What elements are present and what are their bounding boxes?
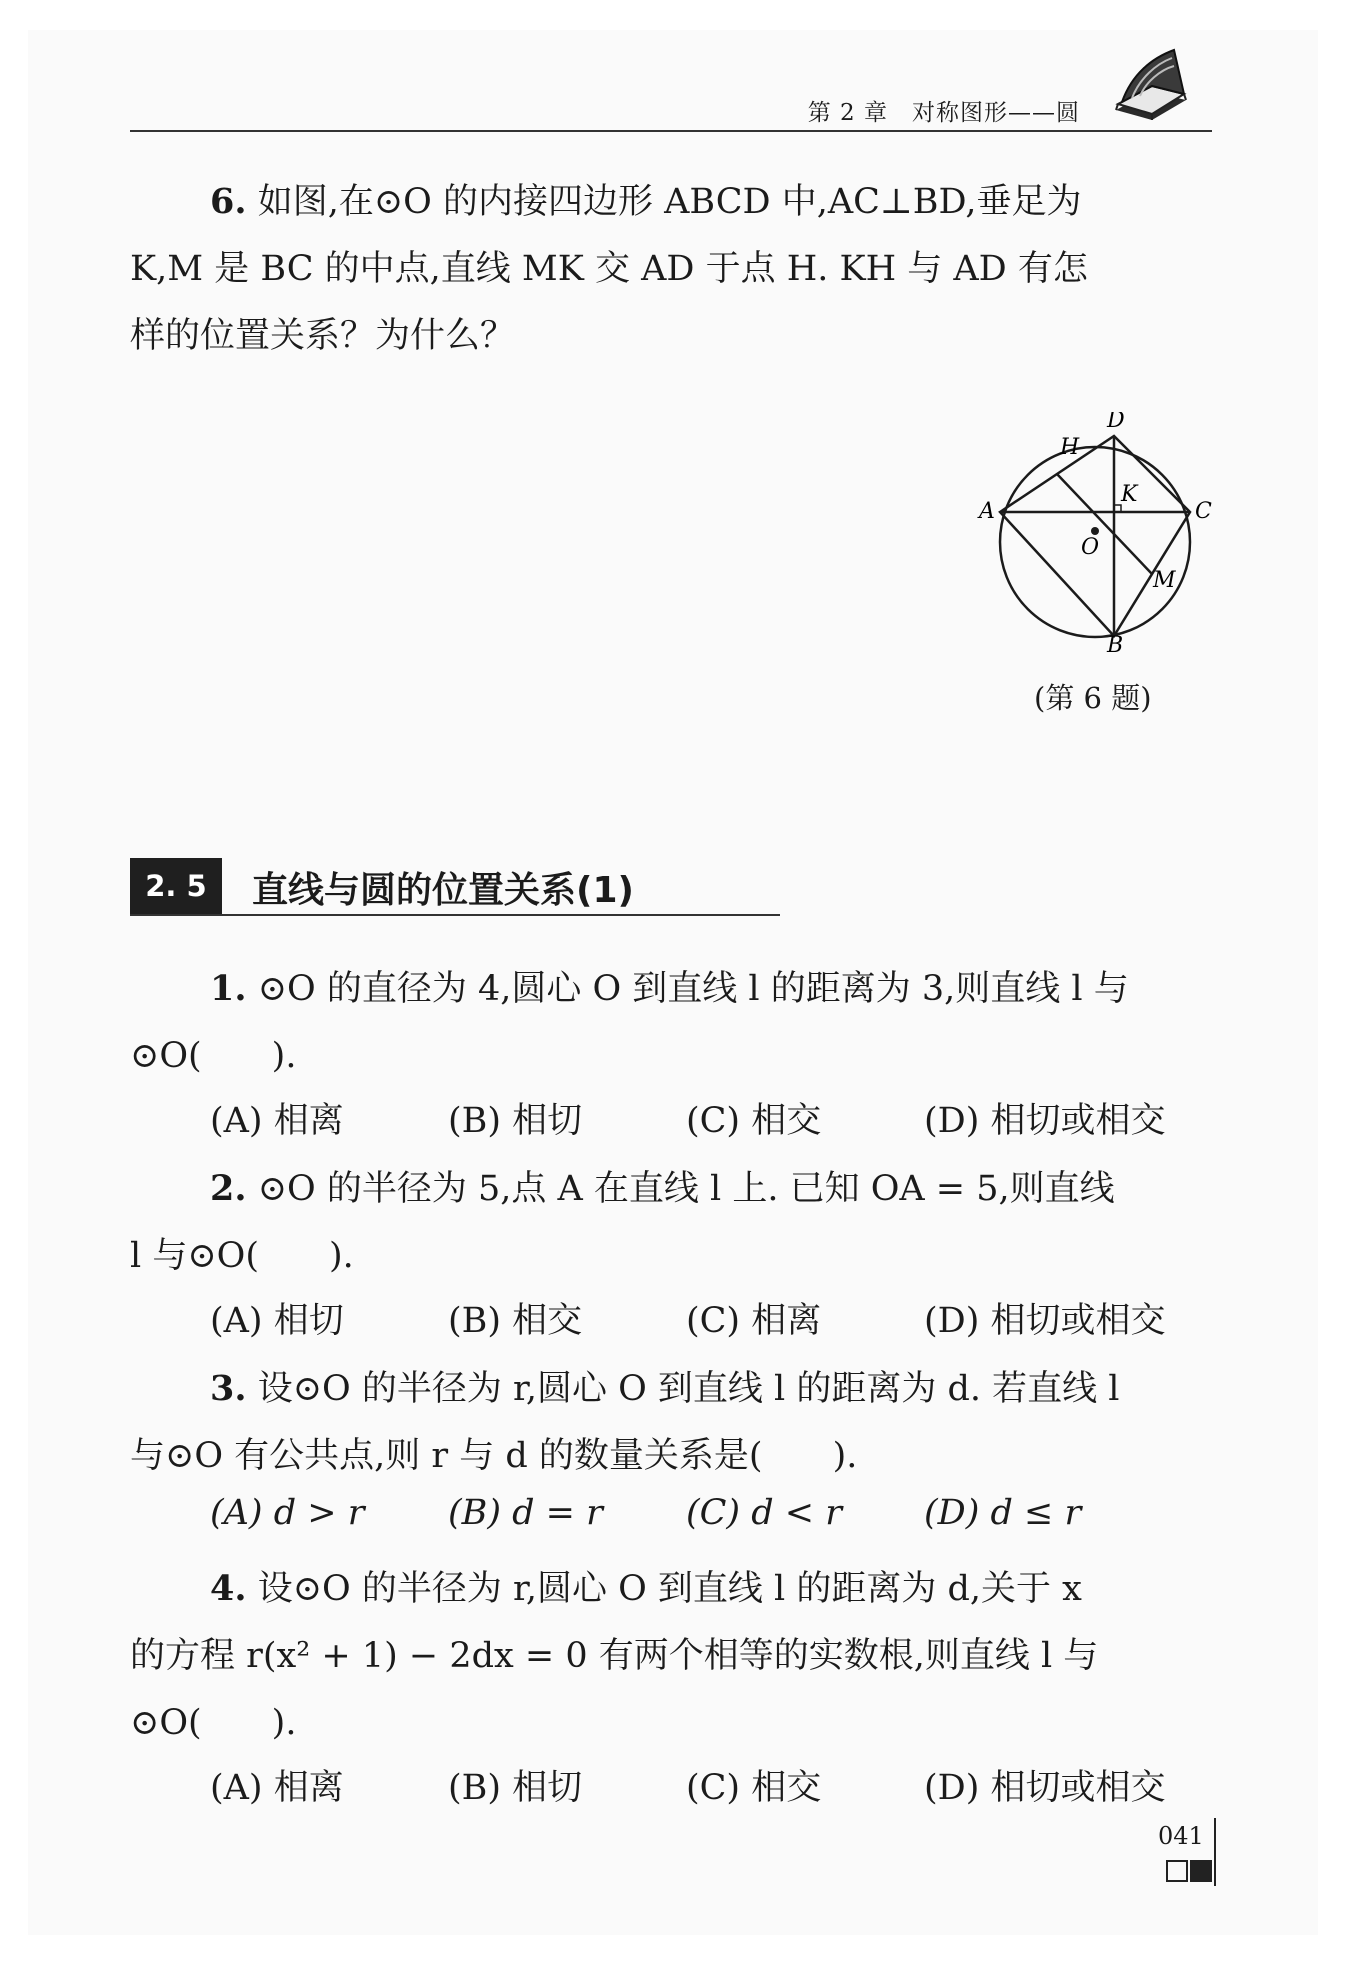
page-divider [1214, 1818, 1216, 1886]
question-1 [130, 955, 1212, 1090]
chapter-title: 第 2 章 对称图形——圆 [807, 100, 1080, 126]
open-square-icon [1166, 1860, 1188, 1882]
question-2-options [210, 1293, 1220, 1349]
question-text-line: ⊙O( ). [130, 1036, 297, 1076]
option-b: (B) 相切 [448, 1101, 583, 1141]
option-d: (D) 相切或相交 [924, 1768, 1166, 1808]
option-c: (C) 相交 [686, 1101, 822, 1141]
option-a: (A) 相离 [210, 1768, 344, 1808]
question-text-line: 设⊙O 的半径为 r,圆心 O 到直线 l 的距离为 d,关于 x [257, 1569, 1082, 1609]
question-number: 1. [210, 968, 247, 1009]
question-number: 3. [210, 1368, 247, 1409]
option-a: (A) 相离 [210, 1101, 344, 1141]
point-label-k: K [1121, 482, 1138, 507]
book-icon [1112, 44, 1190, 124]
problem-6 [130, 168, 1212, 370]
filled-square-icon [1190, 1860, 1212, 1882]
figure-caption: (第 6 题) [1034, 681, 1152, 715]
point-label-d: D [1107, 412, 1125, 433]
point-label-o: O [1081, 535, 1100, 560]
section-title: 直线与圆的位置关系(1) [252, 870, 634, 911]
question-3 [130, 1355, 1212, 1490]
question-text-line: l 与⊙O( ). [130, 1236, 354, 1276]
point-label-c: C [1195, 499, 1212, 524]
point-label-m: M [1153, 568, 1176, 593]
section-number: 2. 5 [130, 858, 222, 914]
point-label-b: B [1107, 633, 1124, 652]
option-c: (C) 相离 [686, 1301, 822, 1341]
question-text-line: 的方程 r(x² + 1) − 2dx = 0 有两个相等的实数根,则直线 l 与 [130, 1636, 1099, 1676]
option-a: (A) d > r [210, 1493, 365, 1533]
option-a: (A) 相切 [210, 1301, 344, 1341]
geometry-figure [975, 412, 1215, 652]
question-text-line: 设⊙O 的半径为 r,圆心 O 到直线 l 的距离为 d. 若直线 l [257, 1369, 1120, 1409]
option-d: (D) 相切或相交 [924, 1101, 1166, 1141]
question-text-line: ⊙O( ). [130, 1703, 297, 1743]
question-4-options [210, 1760, 1220, 1816]
question-number: 4. [210, 1568, 247, 1609]
point-label-a: A [979, 499, 995, 524]
page-number: 041 [1158, 1822, 1204, 1850]
question-text-line: ⊙O 的直径为 4,圆心 O 到直线 l 的距离为 3,则直线 l 与 [257, 969, 1129, 1009]
question-number: 6. [210, 181, 247, 222]
question-text-line: ⊙O 的半径为 5,点 A 在直线 l 上. 已知 OA = 5,则直线 [257, 1169, 1115, 1209]
problem-text-line: K,M 是 BC 的中点,直线 MK 交 AD 于点 H. KH 与 AD 有怎 [130, 249, 1088, 289]
question-4 [130, 1555, 1212, 1757]
option-d: (D) 相切或相交 [924, 1301, 1166, 1341]
question-text-line: 与⊙O 有公共点,则 r 与 d 的数量关系是( ). [130, 1436, 858, 1476]
option-c: (C) 相交 [686, 1768, 822, 1808]
option-b: (B) 相交 [448, 1301, 583, 1341]
question-3-options [210, 1493, 1220, 1549]
option-c: (C) d < r [686, 1493, 842, 1533]
option-d: (D) d ≤ r [924, 1493, 1082, 1533]
option-b: (B) d = r [448, 1493, 603, 1533]
point-label-h: H [1060, 435, 1080, 460]
problem-text-line: 样的位置关系？为什么？ [130, 316, 516, 356]
running-header [130, 92, 1212, 132]
problem-text-line: 如图,在⊙O 的内接四边形 ABCD 中,AC⊥BD,垂足为 [257, 182, 1082, 222]
question-1-options [210, 1093, 1220, 1149]
section-heading [130, 858, 780, 916]
option-b: (B) 相切 [448, 1768, 583, 1808]
question-number: 2. [210, 1168, 247, 1209]
question-2 [130, 1155, 1212, 1290]
